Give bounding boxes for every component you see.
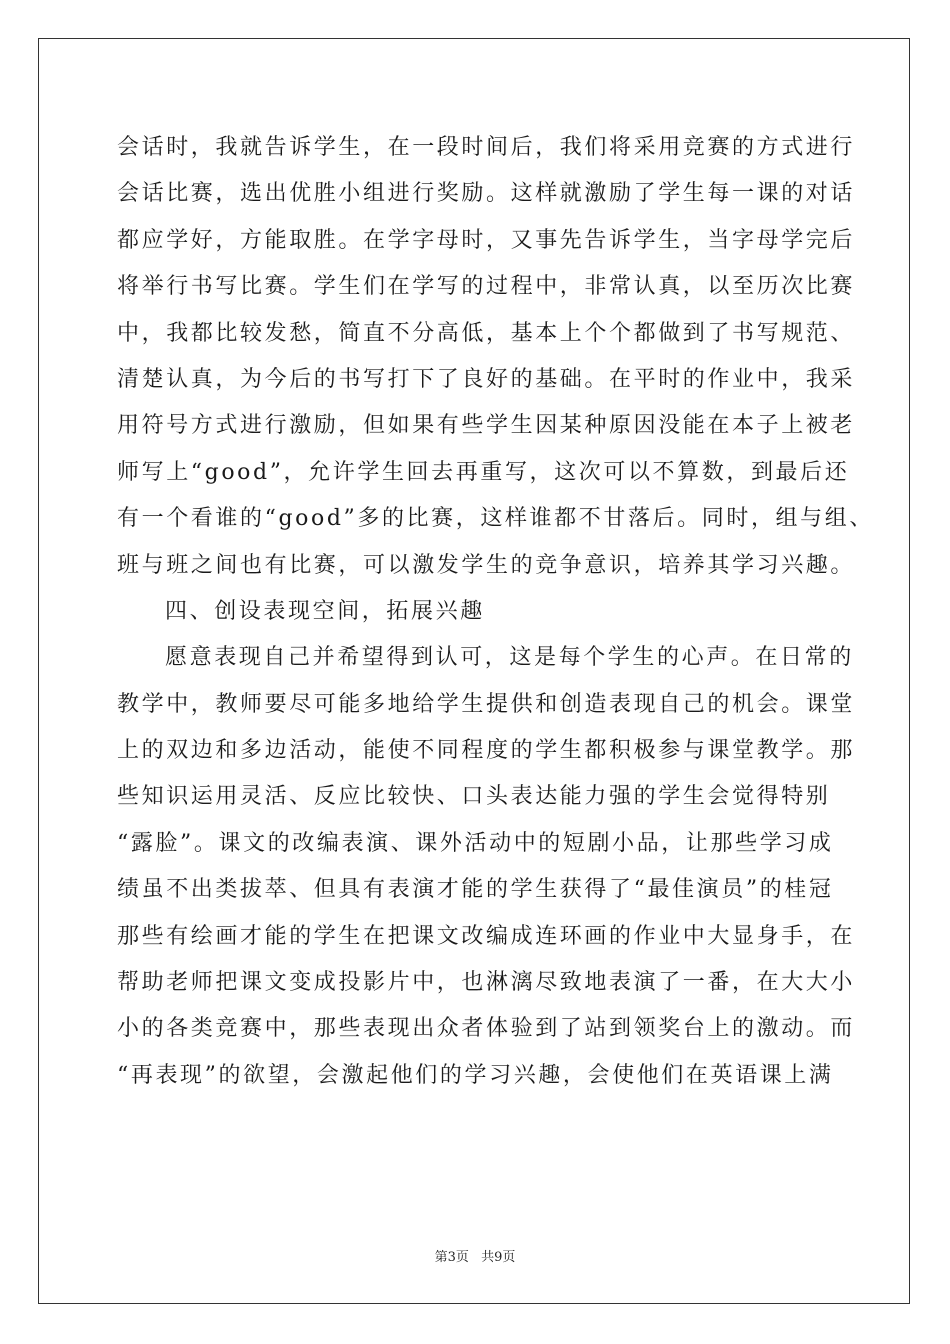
text-line: 帮助老师把课文变成投影片中，也淋漓尽致地表演了一番，在大大小 [117,970,856,996]
text-line: 教学中，教师要尽可能多地给学生提供和创造表现自己的机会。课堂 [117,691,856,717]
document-body [117,125,874,1099]
text-line: 有一个看谁的“good”多的比赛，这样谁都不甘落后。同时，组与组、 [117,506,874,532]
text-line: 都应学好，方能取胜。在学字母时，又事先告诉学生，当字母学完后 [117,227,856,253]
text-line: 班与班之间也有比赛，可以激发学生的竞争意识，培养其学习兴趣。 [117,552,856,578]
section-heading: 四、创设表现空间，拓展兴趣 [165,598,485,624]
text-line: 清楚认真，为今后的书写打下了良好的基础。在平时的作业中，我采 [117,366,856,392]
text-line: 中，我都比较发愁，简直不分高低，基本上个个都做到了书写规范、 [117,320,856,346]
text-line: 将举行书写比赛。学生们在学写的过程中，非常认真，以至历次比赛 [117,274,856,300]
current-page-number: 第3页 [434,1250,469,1265]
text-line: 会话比赛，选出优胜小组进行奖励。这样就激励了学生每一课的对话 [117,181,856,207]
paragraph-first-line: 愿意表现自己并希望得到认可，这是每个学生的心声。在日常的 [165,645,854,671]
text-line: 会话时，我就告诉学生，在一段时间后，我们将采用竞赛的方式进行 [117,135,856,160]
page-footer [0,1246,950,1265]
text-line: 小的各类竞赛中，那些表现出众者体验到了站到领奖台上的激动。而 [117,1016,856,1042]
text-line: 上的双边和多边活动，能使不同程度的学生都积极参与课堂教学。那 [117,738,856,764]
text-line: 用符号方式进行激励，但如果有些学生因某种原因没能在本子上被老 [117,413,856,439]
text-line: 师写上“good”，允许学生回去再重写，这次可以不算数，到最后还 [117,459,850,485]
text-line: 绩虽不出类拔萃、但具有表演才能的学生获得了“最佳演员”的桂冠 [117,877,834,903]
text-line: “再表现”的欲望，会激起他们的学习兴趣，会使他们在英语课上满 [117,1062,834,1088]
total-page-count: 共9页 [481,1250,516,1265]
text-line: 些知识运用灵活、反应比较快、口头表达能力强的学生会觉得特别 [117,784,831,810]
text-line: 那些有绘画才能的学生在把课文改编成连环画的作业中大显身手，在 [117,923,856,949]
text-line: “露脸”。课文的改编表演、课外活动中的短剧小品，让那些学习成 [117,830,834,856]
